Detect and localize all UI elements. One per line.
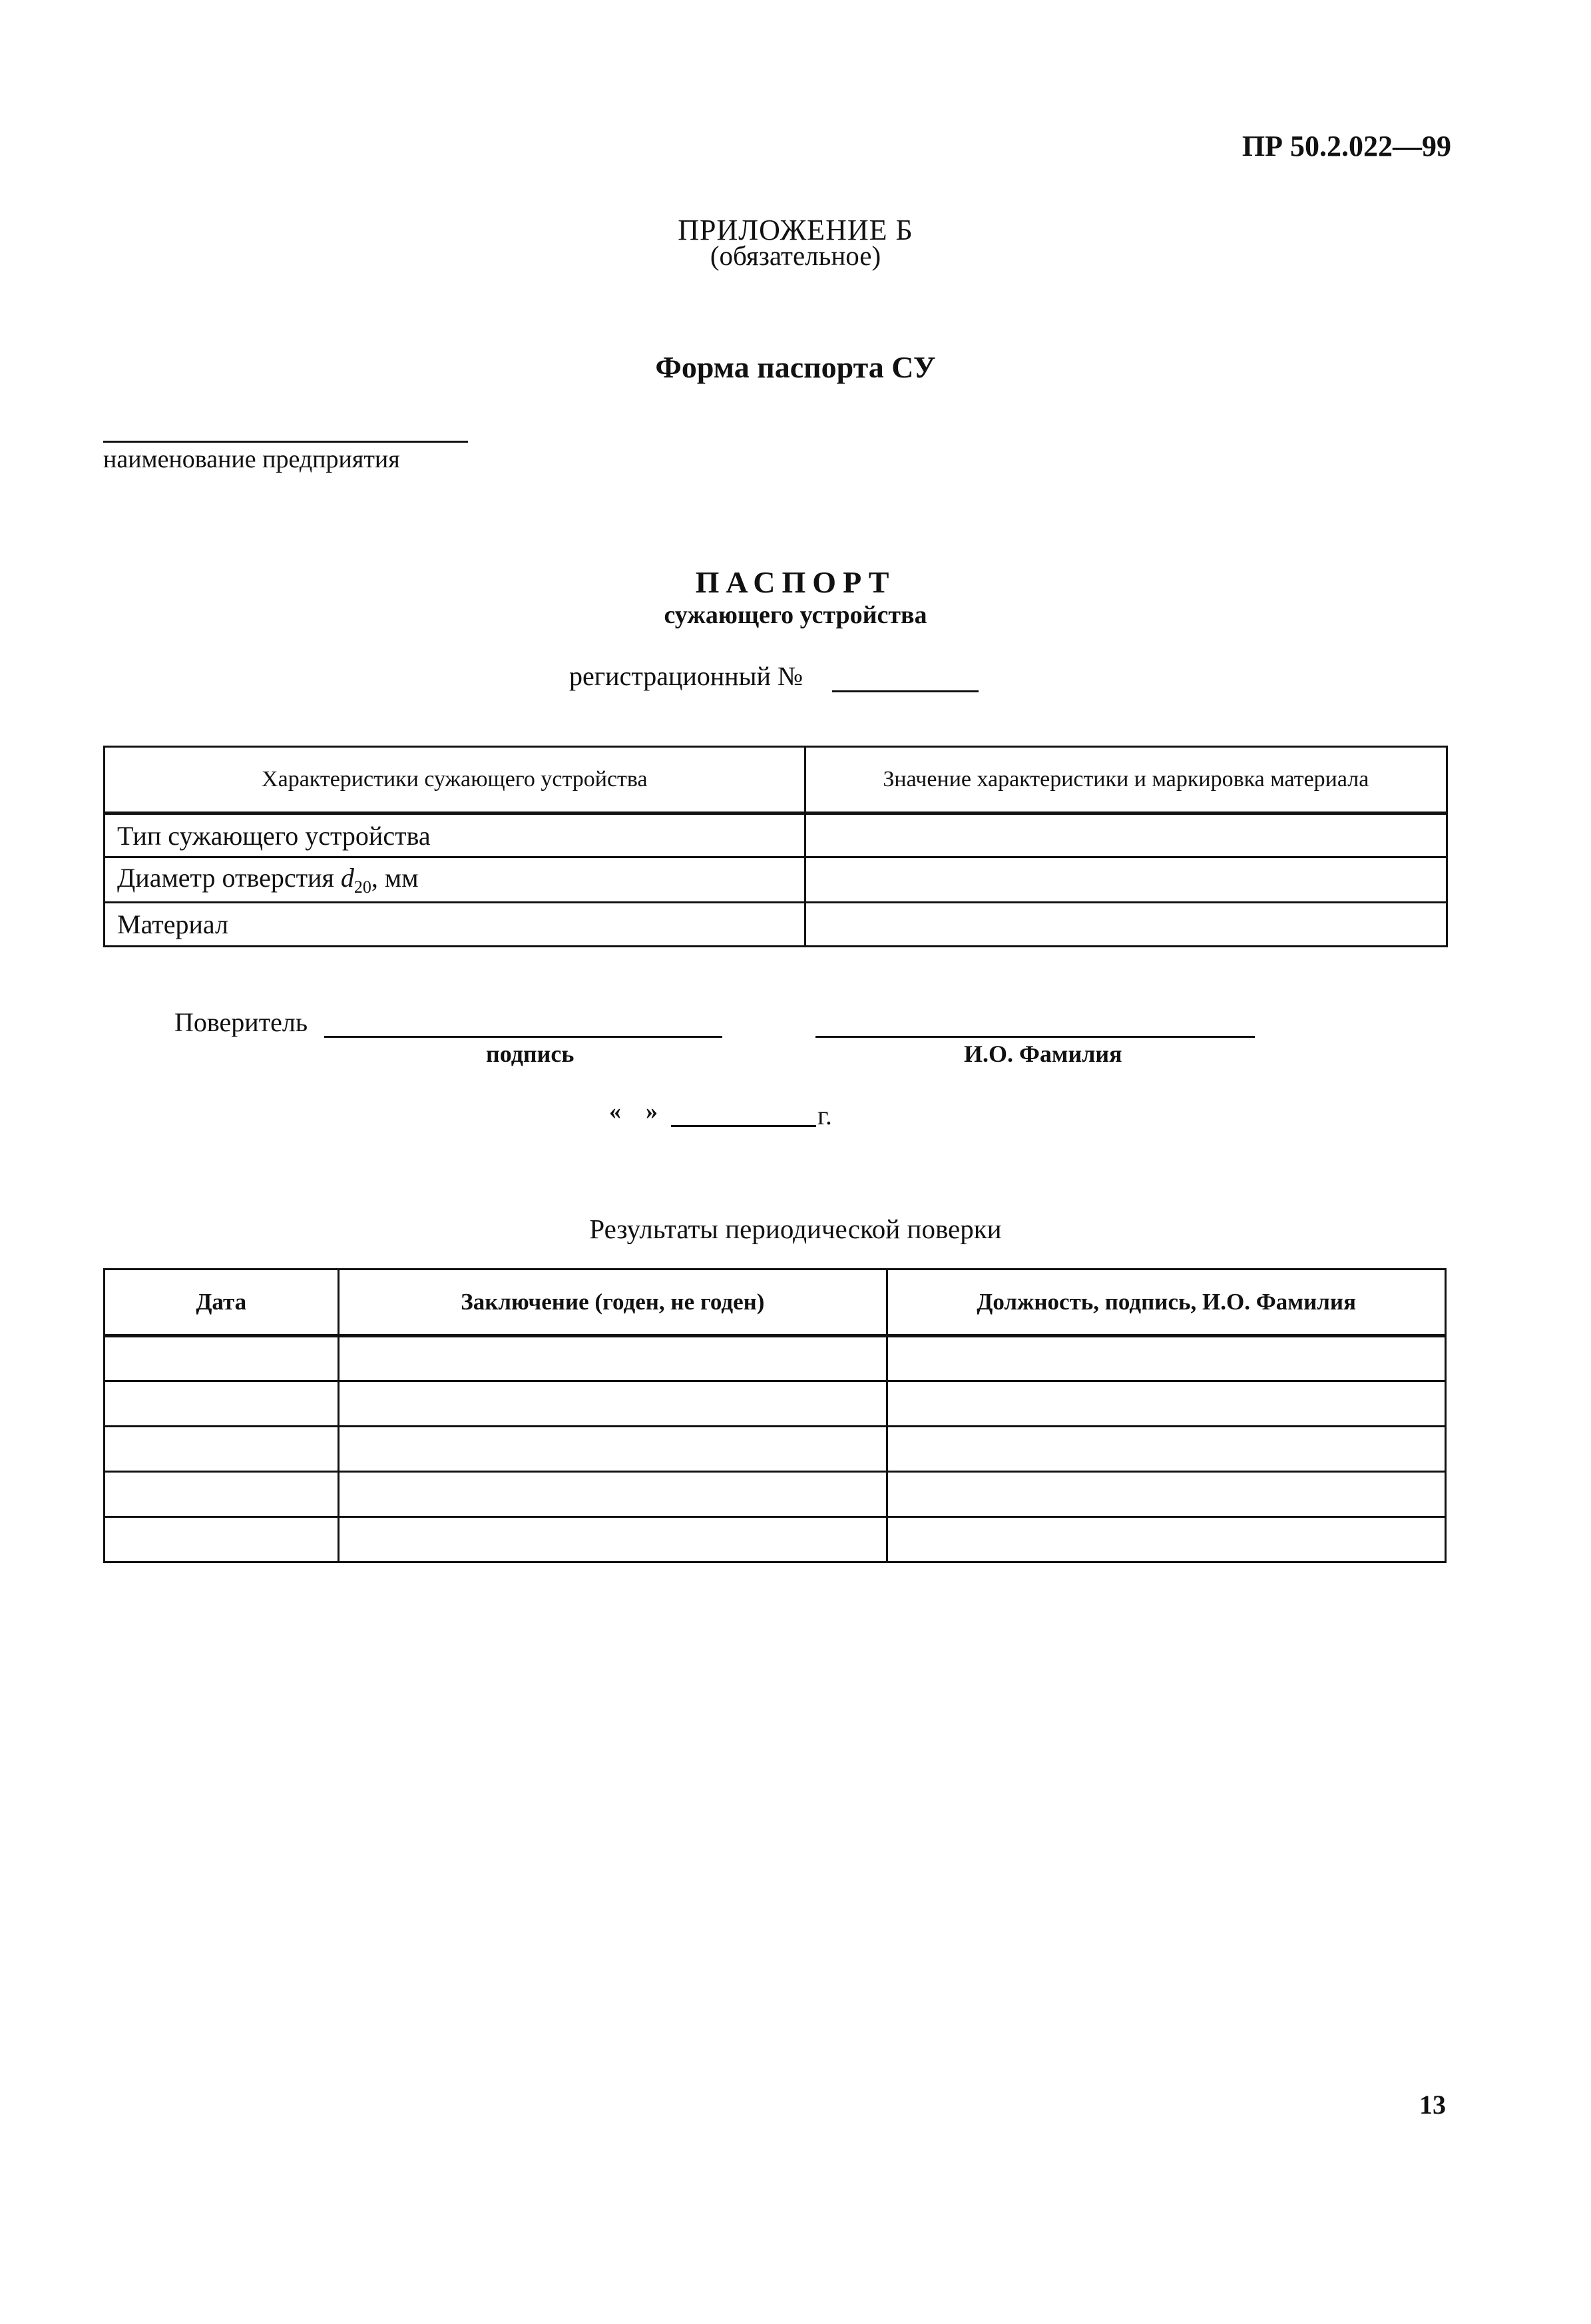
row-label [105,857,805,903]
signatory-cell[interactable] [887,1472,1446,1517]
signature-caption: подпись [486,1041,574,1067]
row-label-suffix: , мм [371,863,419,893]
name-caption: И.О. Фамилия [964,1041,1122,1067]
conclusion-cell[interactable] [338,1336,887,1381]
row-label: Материал [105,903,805,947]
conclusion-cell[interactable] [338,1517,887,1562]
row-label-prefix: Диаметр отверстия [117,863,341,893]
organization-caption: наименование предприятия [103,445,400,473]
signature-fill-line[interactable] [324,1036,722,1038]
organization-fill-line[interactable] [103,441,468,443]
registration-number-label: регистрационный № [569,661,803,691]
characteristics-table [103,746,1448,947]
conclusion-cell[interactable] [338,1427,887,1472]
column-header: Дата [105,1270,339,1336]
table-row [105,903,1447,947]
passport-title: ПАСПОРТ [695,565,896,599]
diameter-symbol: d [340,863,354,893]
table-row [105,1381,1446,1427]
row-label: Тип сужающего устройства [105,813,805,857]
date-fill-line[interactable] [671,1125,816,1127]
date-cell[interactable] [105,1381,339,1427]
results-title: Результаты периодической поверки [589,1214,1002,1244]
column-header: Должность, подпись, И.О. Фамилия [887,1270,1446,1336]
column-header: Значение характеристики и маркировка материала [805,747,1447,813]
results-header-row [105,1270,1446,1336]
date-cell[interactable] [105,1336,339,1381]
signatory-cell[interactable] [887,1427,1446,1472]
table-row [105,1517,1446,1562]
year-suffix: г. [817,1100,832,1130]
column-header: Характеристики сужающего устройства [105,747,805,813]
date-cell[interactable] [105,1427,339,1472]
conclusion-cell[interactable] [338,1472,887,1517]
passport-subtitle: сужающего устройства [664,601,927,629]
form-title: Форма паспорта СУ [655,350,936,384]
table-row [105,1427,1446,1472]
results-table [103,1268,1447,1563]
value-cell[interactable] [805,857,1447,903]
table-row [105,857,1447,903]
table-row [105,1336,1446,1381]
signatory-cell[interactable] [887,1381,1446,1427]
date-cell[interactable] [105,1472,339,1517]
document-number: ПР 50.2.022—99 [1242,130,1451,162]
signatory-cell[interactable] [887,1517,1446,1562]
page-number: 13 [1419,2090,1446,2120]
name-fill-line[interactable] [815,1036,1255,1038]
diameter-subscript: 20 [353,877,371,897]
value-cell[interactable] [805,903,1447,947]
table-row [105,813,1447,857]
conclusion-cell[interactable] [338,1381,887,1427]
verifier-label: Поверитель [174,1007,308,1037]
date-cell[interactable] [105,1517,339,1562]
appendix-title: ПРИЛОЖЕНИЕ Б [678,214,913,246]
signatory-cell[interactable] [887,1336,1446,1381]
appendix-subtitle: (обязательное) [710,240,881,271]
table-row [105,1472,1446,1517]
column-header: Заключение (годен, не годен) [338,1270,887,1336]
characteristics-header-row [105,747,1447,813]
date-quote-close: » [646,1098,658,1124]
value-cell[interactable] [805,813,1447,857]
registration-number-fill-line[interactable] [832,690,979,692]
date-quote-open: « [609,1098,621,1124]
